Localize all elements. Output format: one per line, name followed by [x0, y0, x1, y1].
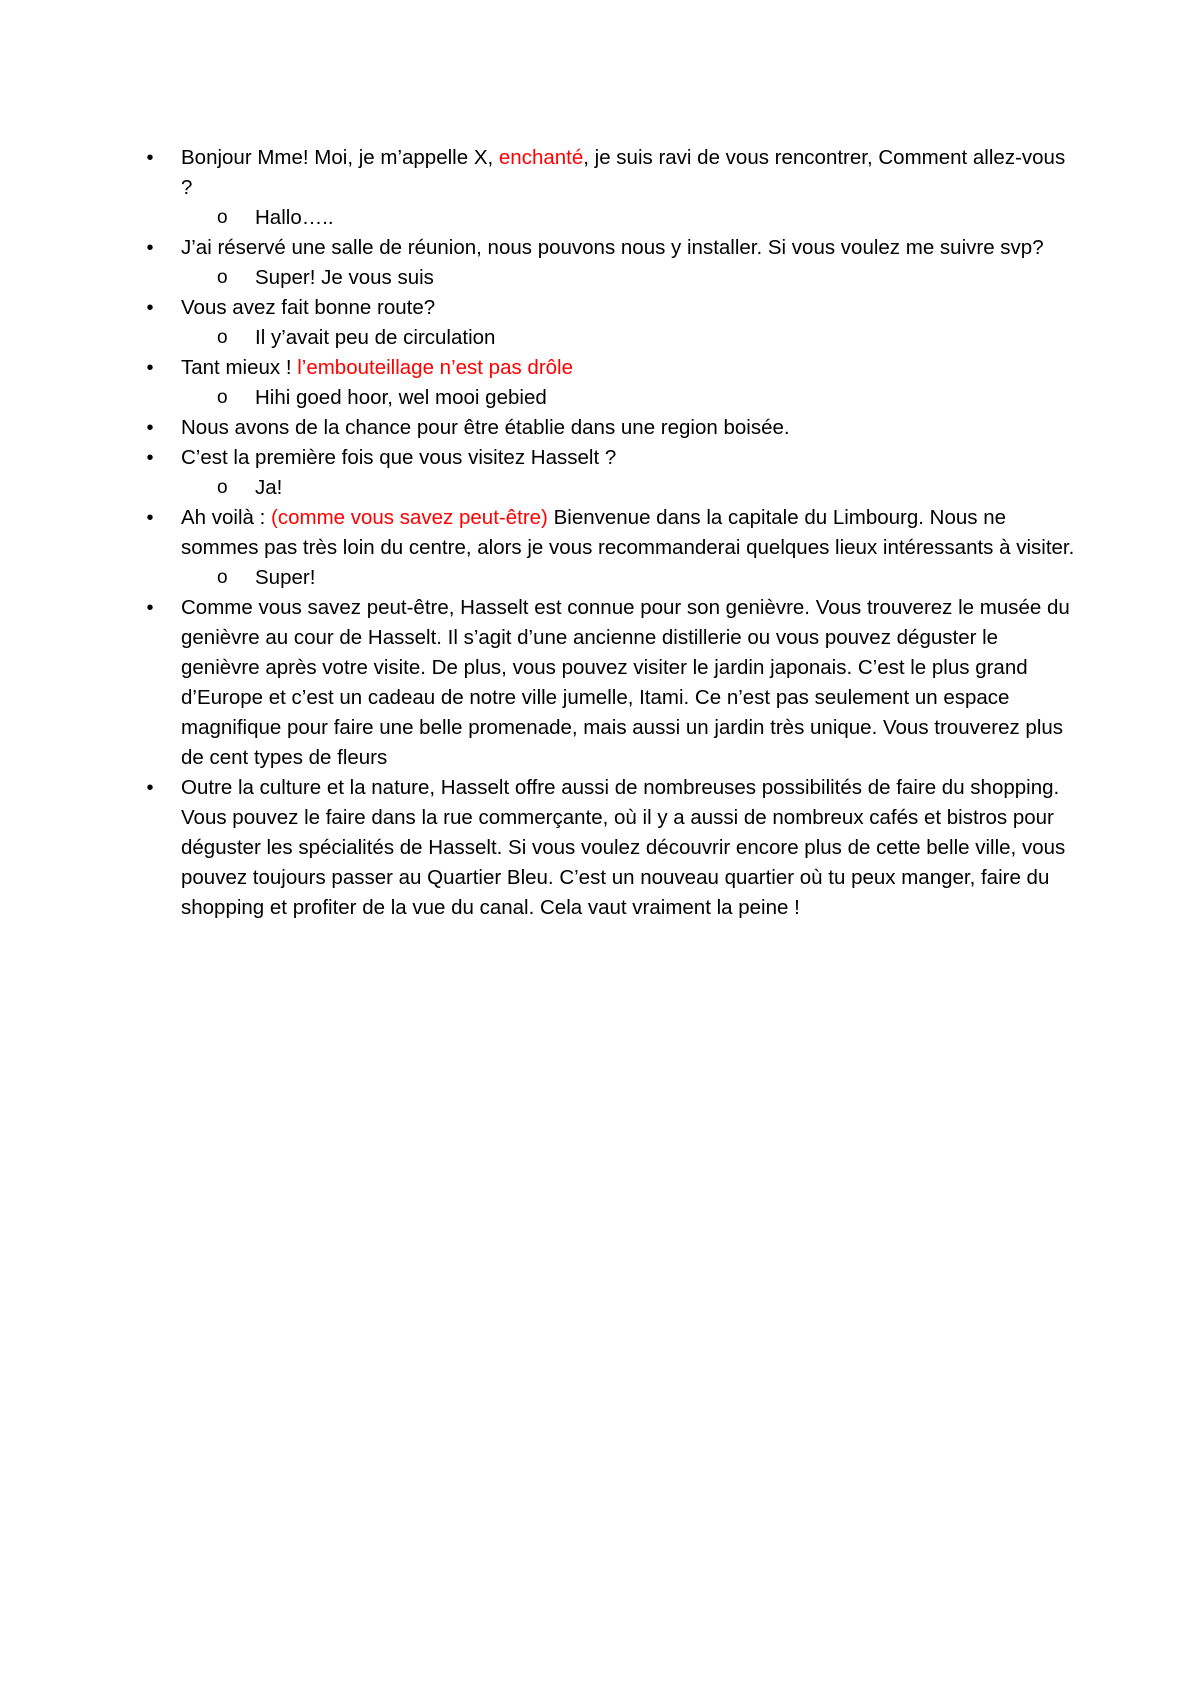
sub-item-text: Hallo….. — [255, 206, 334, 229]
circle-bullet-icon: o — [217, 327, 228, 348]
sub-item-text: Super! Je vous suis — [255, 266, 434, 289]
highlighted-text: (comme vous savez peut-être) — [271, 506, 548, 529]
item-text: Tant mieux ! — [181, 356, 298, 379]
list-item-traffic — [146, 353, 1081, 383]
item-text: Ah voilà : — [181, 506, 272, 529]
bullet-icon: • — [146, 417, 154, 439]
sub-item-reply — [181, 563, 1081, 593]
list-item-greeting — [146, 143, 1081, 203]
circle-bullet-icon: o — [217, 387, 228, 408]
item-text: Nous avons de la chance pour être établie dans une region boisée. — [181, 416, 790, 439]
bullet-icon: • — [146, 147, 154, 169]
circle-bullet-icon: o — [217, 207, 228, 228]
list-item-route — [146, 293, 1081, 323]
bullet-icon: • — [146, 357, 154, 379]
dialogue-list — [146, 143, 1081, 923]
bullet-icon: • — [146, 507, 154, 529]
circle-bullet-icon: o — [217, 477, 228, 498]
list-item-genever — [146, 593, 1081, 773]
highlighted-text: enchanté — [498, 146, 584, 169]
circle-bullet-icon: o — [217, 267, 228, 288]
item-text: Comme vous savez peut-être, Hasselt est connue pour son genièvre. Vous trouverez le musée du genièvre au cour de Hasselt. Il s’agit d’une ancienne distillerie ou vous pouvez déguster le genièvre après votre visite. De plus, vous pouvez visiter le jardin japonais. C’est le plus grand d’Europe et c’est un cadeau de notre ville jumelle, Itami. Ce n’est pas seulement un espace magnifique pour faire une belle promenade, mais aussi un jardin très unique. Vous trouverez plus de cent types de fleurs — [181, 596, 1070, 769]
item-text: , je suis ravi de vous rencontrer, Comment allez-vous ? — [181, 146, 1066, 199]
highlighted-text: l’embouteillage n’est pas drôle — [297, 356, 573, 379]
sub-item-reply — [181, 383, 1081, 413]
bullet-icon: • — [146, 777, 154, 799]
item-text: Vous avez fait bonne route? — [181, 296, 436, 319]
item-text: Bienvenue dans la capitale du Limbourg. Nous ne sommes pas très loin du centre, alors je vous recommanderai quelques lieux intéressants à visiter. — [181, 506, 1075, 559]
sub-item-reply — [181, 263, 1081, 293]
item-text: C’est la première fois que vous visitez Hasselt ? — [181, 446, 617, 469]
sub-item-reply — [181, 203, 1081, 233]
list-item-meeting-room — [146, 233, 1081, 263]
list-item-welcome — [146, 503, 1081, 563]
bullet-icon: • — [146, 297, 154, 319]
list-item-first-visit — [146, 443, 1081, 473]
list-item-region — [146, 413, 1081, 443]
sub-item-text: Il y’avait peu de circulation — [255, 326, 496, 349]
item-text: J’ai réservé une salle de réunion, nous pouvons nous y installer. Si vous voulez me suivre svp? — [181, 236, 1044, 259]
item-text: Outre la culture et la nature, Hasselt offre aussi de nombreuses possibilités de faire du shopping. Vous pouvez le faire dans la rue commerçante, où il y a aussi de nombreux cafés et bistros pour déguster les spécialités de Hasselt. Si vous voulez découvrir encore plus de cette belle ville, vous pouvez toujours passer au Quartier Bleu. C’est un nouveau quartier où tu peux manger, faire du shopping et profiter de la vue du canal. Cela vaut vraiment la peine ! — [181, 776, 1066, 919]
sub-item-text: Ja! — [255, 476, 283, 499]
sub-item-reply — [181, 473, 1081, 503]
sub-item-text: Super! — [255, 566, 316, 589]
item-text: Bonjour Mme! Moi, je m’appelle X, — [181, 146, 499, 169]
bullet-icon: • — [146, 597, 154, 619]
sub-item-reply — [181, 323, 1081, 353]
bullet-icon: • — [146, 447, 154, 469]
list-item-shopping — [146, 773, 1081, 923]
circle-bullet-icon: o — [217, 567, 228, 588]
bullet-icon: • — [146, 237, 154, 259]
sub-item-text: Hihi goed hoor, wel mooi gebied — [255, 386, 547, 409]
